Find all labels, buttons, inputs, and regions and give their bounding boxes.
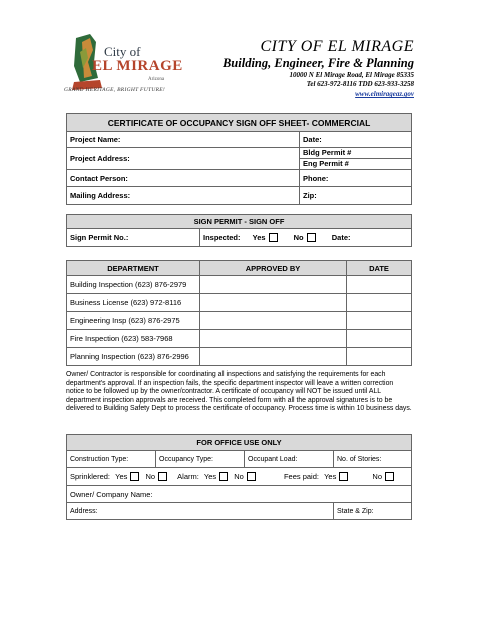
fees-paid-label: Fees paid:: [283, 471, 319, 481]
logo-arizona: Arizona: [148, 77, 165, 82]
fees-yes-label: Yes: [324, 471, 337, 481]
inspection-row: [200, 229, 412, 247]
table-row: [67, 348, 412, 366]
logo-el-mirage: EL MIRAGE: [92, 58, 183, 74]
department-table: [66, 260, 412, 366]
fees-no-checkbox[interactable]: [385, 472, 394, 481]
responsibility-notice: Owner/ Contractor is responsible for coordinating all inspections and satisfying the requirements for each department's approval. If an inspection fails, the specific department inspector will leave a written correction notice to be followed up by the owner/contractor. A certificate of occupancy will NOT be issued until ALL department inspection approvals are received. This completed form with all the approval signatures is to be delivered to Building Safety Dept to process the certificate of occupancy. Process time is within 10 business days.: [66, 371, 412, 413]
approval-date-cell[interactable]: [347, 276, 412, 294]
approval-date-cell[interactable]: [347, 312, 412, 330]
approved-by-cell[interactable]: [200, 294, 347, 312]
approval-date-cell[interactable]: [347, 348, 412, 366]
mailing-address-field[interactable]: Mailing Address:: [67, 187, 300, 205]
table-row: [67, 312, 412, 330]
city-website-link[interactable]: www.elmirageaz.gov: [355, 90, 414, 98]
contact-person-field[interactable]: Contact Person:: [67, 170, 300, 187]
approval-date-cell[interactable]: [347, 294, 412, 312]
form-title: CERTIFICATE OF OCCUPANCY SIGN OFF SHEET- COMMERCIAL: [67, 114, 412, 132]
sprinklered-no-label: No: [145, 471, 156, 481]
sprinklered-yes-label: Yes: [115, 471, 128, 481]
sign-permit-heading: SIGN PERMIT - SIGN OFF: [67, 215, 412, 229]
logo-city-of: City of: [104, 44, 141, 59]
alarm-yes-checkbox[interactable]: [219, 472, 228, 481]
inspected-yes-checkbox[interactable]: [269, 233, 278, 242]
sign-permit-table: [66, 214, 412, 247]
stories-field[interactable]: No. of Stories:: [334, 451, 412, 468]
office-use-table: [66, 434, 412, 520]
state-zip-field[interactable]: State & Zip:: [334, 503, 412, 520]
date-header: DATE: [347, 261, 412, 276]
date-field[interactable]: Date:: [300, 132, 412, 148]
construction-type-field[interactable]: Construction Type:: [67, 451, 156, 468]
sprinklered-yes-checkbox[interactable]: [130, 472, 139, 481]
city-title: CITY OF EL MIRAGE: [260, 38, 414, 55]
approved-by-cell[interactable]: [200, 330, 347, 348]
department-name: Building Inspection (623) 876-2979: [67, 276, 200, 294]
fees-yes-checkbox[interactable]: [339, 472, 348, 481]
eng-permit-field[interactable]: Eng Permit #: [303, 159, 349, 168]
owner-company-field[interactable]: Owner/ Company Name:: [67, 486, 412, 503]
inspected-no-checkbox[interactable]: [307, 233, 316, 242]
table-row: [67, 294, 412, 312]
alarm-yes-label: Yes: [203, 471, 217, 481]
inspected-no-label: No: [293, 232, 304, 242]
department-header: DEPARTMENT: [67, 261, 200, 276]
table-row: [67, 330, 412, 348]
department-title: Building, Engineer, Fire & Planning: [222, 56, 414, 70]
inspected-label: Inspected:: [203, 232, 241, 242]
alarm-no-label: No: [234, 471, 244, 481]
project-address-field[interactable]: Project Address:: [67, 148, 300, 170]
logo-tagline: GRAND HERITAGE, BRIGHT FUTURE!: [64, 87, 166, 93]
alarm-no-checkbox[interactable]: [247, 472, 256, 481]
project-info-table: [66, 113, 412, 205]
city-address: 10000 N El Mirage Road, El Mirage 85335: [289, 71, 414, 79]
permit-cell: [300, 148, 412, 170]
fees-no-label: No: [372, 471, 383, 481]
approval-date-cell[interactable]: [347, 330, 412, 348]
approved-by-cell[interactable]: [200, 276, 347, 294]
office-checkbox-row: [67, 468, 412, 486]
sprinklered-label: Sprinklered:: [70, 471, 111, 481]
table-row: [67, 276, 412, 294]
department-name: Planning Inspection (623) 876-2996: [67, 348, 200, 366]
occupancy-type-field[interactable]: Occupancy Type:: [156, 451, 245, 468]
sprinklered-no-checkbox[interactable]: [158, 472, 167, 481]
department-name: Business License (623) 972-8116: [67, 294, 200, 312]
project-name-field[interactable]: Project Name:: [67, 132, 300, 148]
city-phone: Tel 623-972-8116 TDD 623-933-3258: [306, 80, 414, 88]
zip-field[interactable]: Zip:: [300, 187, 412, 205]
sign-date-field[interactable]: Date:: [331, 232, 351, 242]
approved-by-cell[interactable]: [200, 312, 347, 330]
inspected-yes-label: Yes: [252, 232, 266, 242]
approved-by-cell[interactable]: [200, 348, 347, 366]
bldg-permit-field[interactable]: Bldg Permit #: [300, 148, 411, 159]
occupant-load-field[interactable]: Occupant Load:: [245, 451, 334, 468]
address-field[interactable]: Address:: [67, 503, 334, 520]
alarm-label: Alarm:: [177, 471, 199, 481]
approved-by-header: APPROVED BY: [200, 261, 347, 276]
sign-permit-no-field[interactable]: Sign Permit No.:: [67, 229, 200, 247]
office-use-heading: FOR OFFICE USE ONLY: [67, 435, 412, 451]
phone-field[interactable]: Phone:: [300, 170, 412, 187]
department-name: Engineering Insp (623) 876-2975: [67, 312, 200, 330]
department-name: Fire Inspection (623) 583-7968: [67, 330, 200, 348]
